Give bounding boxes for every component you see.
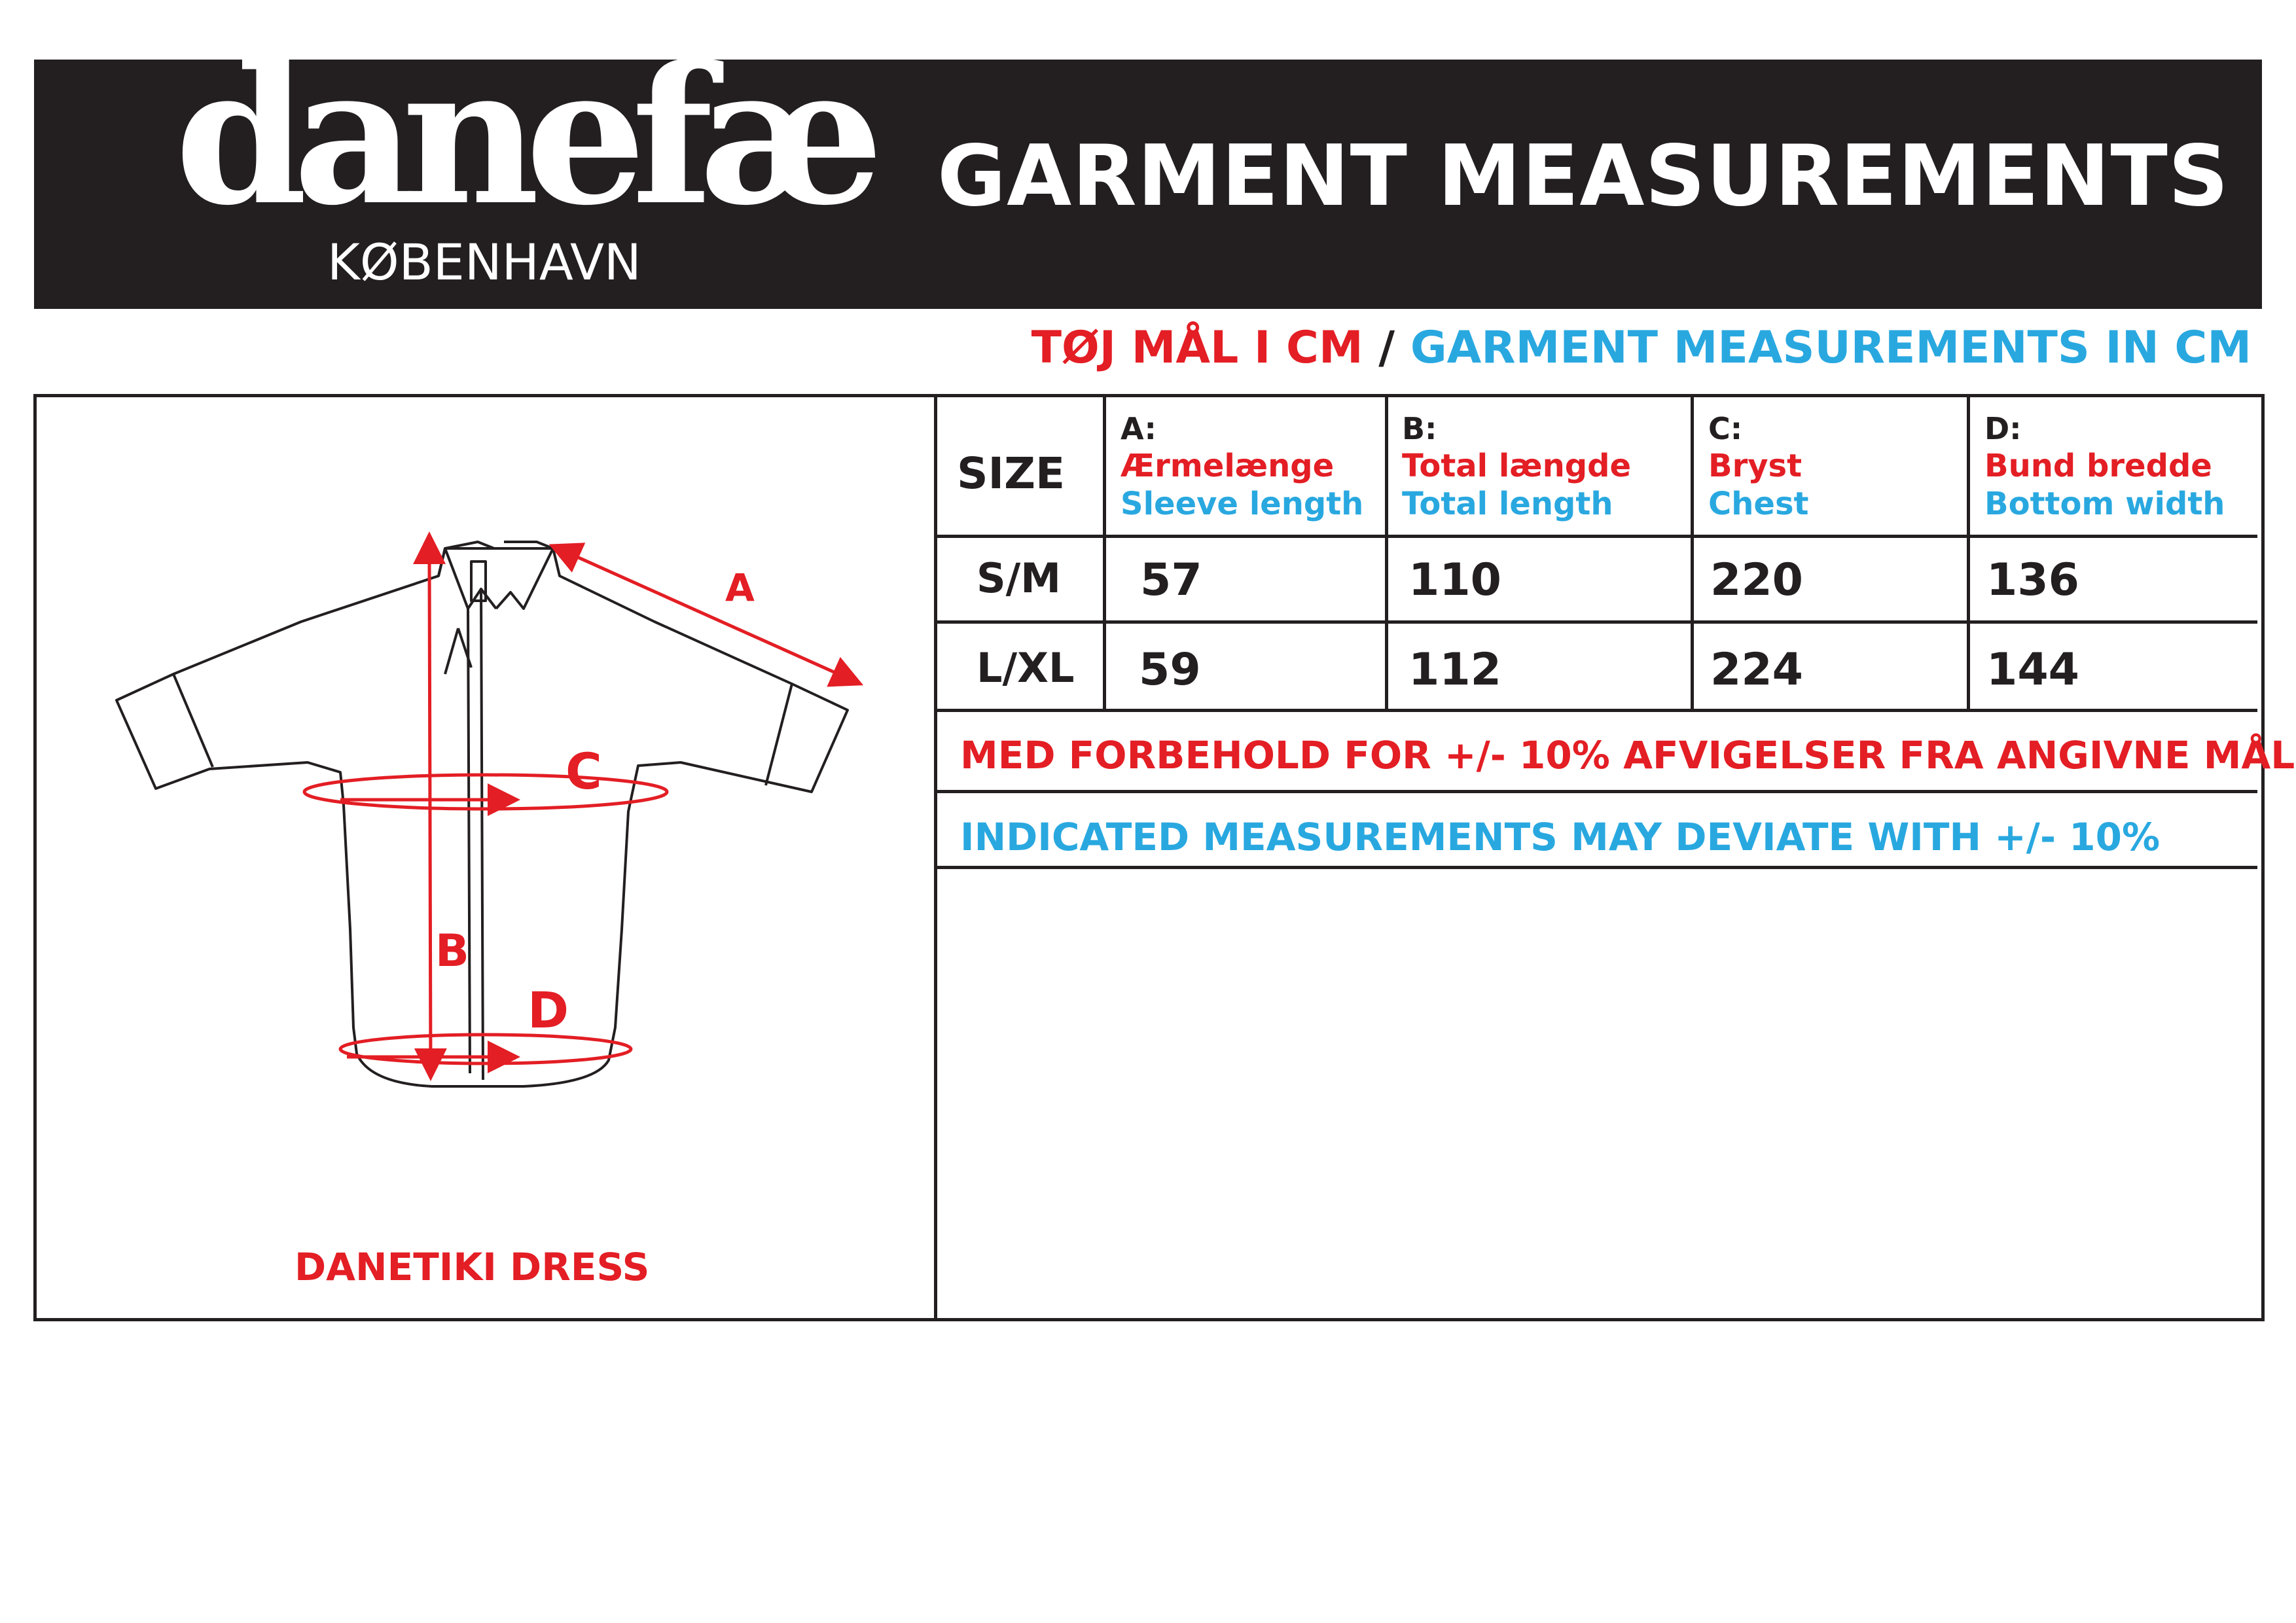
col-a-danish: Ærmelænge	[1121, 448, 1335, 484]
value-lxl-b: 112	[1408, 644, 1501, 696]
chest-ring	[304, 775, 667, 809]
col-c-english: Chest	[1708, 486, 1809, 522]
header-bar	[34, 25, 2262, 309]
table-col-rule	[1385, 394, 1388, 712]
label-d: D	[528, 981, 569, 1039]
col-a-english: Sleeve length	[1121, 486, 1364, 522]
value-lxl-a: 59	[1139, 644, 1201, 696]
garment-diagram	[105, 524, 890, 1113]
row-size-sm: S/M	[977, 554, 1061, 602]
table-col-rule	[1103, 394, 1106, 712]
value-lxl-c: 224	[1710, 644, 1803, 696]
brand-logo: danefæ	[175, 25, 870, 247]
table-rule	[934, 620, 2257, 624]
value-lxl-d: 144	[1986, 644, 2079, 696]
col-b-danish: Total længde	[1402, 448, 1632, 484]
col-a-letter: A:	[1121, 411, 1157, 446]
table-col-rule	[1691, 394, 1694, 712]
table-rule	[934, 866, 2257, 869]
page-title: GARMENT MEASUREMENTS	[937, 128, 2229, 225]
col-b-letter: B:	[1402, 411, 1437, 446]
col-d-letter: D:	[1984, 411, 2022, 446]
brand-location: KØBENHAVN	[327, 233, 641, 291]
value-sm-a: 57	[1140, 554, 1202, 606]
units-subtitle	[1031, 322, 2251, 374]
deviation-note-danish: MED FORBEHOLD FOR +/- 10% AFVIGELSER FRA ANGIVNE MÅL	[960, 733, 2295, 777]
col-b-english: Total length	[1402, 486, 1613, 522]
size-header: SIZE	[957, 448, 1066, 499]
value-sm-c: 220	[1710, 554, 1803, 606]
subtitle-english: GARMENT MEASUREMENTS IN CM	[1410, 322, 2251, 374]
col-d-english: Bottom width	[1984, 486, 2225, 522]
value-sm-d: 136	[1986, 554, 2079, 606]
garment-name: DANETIKI DRESS	[295, 1245, 650, 1289]
subtitle-separator: /	[1378, 322, 1395, 374]
garment-outline	[117, 542, 848, 1086]
value-sm-b: 110	[1408, 554, 1501, 606]
label-b: B	[435, 925, 469, 977]
arrow-b	[429, 558, 431, 1075]
arrow-a	[573, 555, 857, 683]
table-col-rule	[1967, 394, 1970, 712]
frame-divider	[934, 394, 937, 1321]
bottom-ring	[340, 1035, 631, 1063]
label-a: A	[725, 565, 755, 610]
label-c: C	[565, 742, 602, 800]
table-rule	[934, 709, 2257, 712]
col-c-letter: C:	[1708, 411, 1743, 446]
deviation-note-english: INDICATED MEASUREMENTS MAY DEVIATE WITH +/- 10%	[960, 815, 2161, 859]
table-rule	[934, 535, 2257, 538]
row-size-lxl: L/XL	[977, 644, 1075, 692]
subtitle-danish: TØJ MÅL I CM	[1031, 322, 1363, 374]
col-c-danish: Bryst	[1708, 448, 1803, 484]
table-rule	[934, 790, 2257, 793]
col-d-danish: Bund bredde	[1984, 448, 2212, 484]
